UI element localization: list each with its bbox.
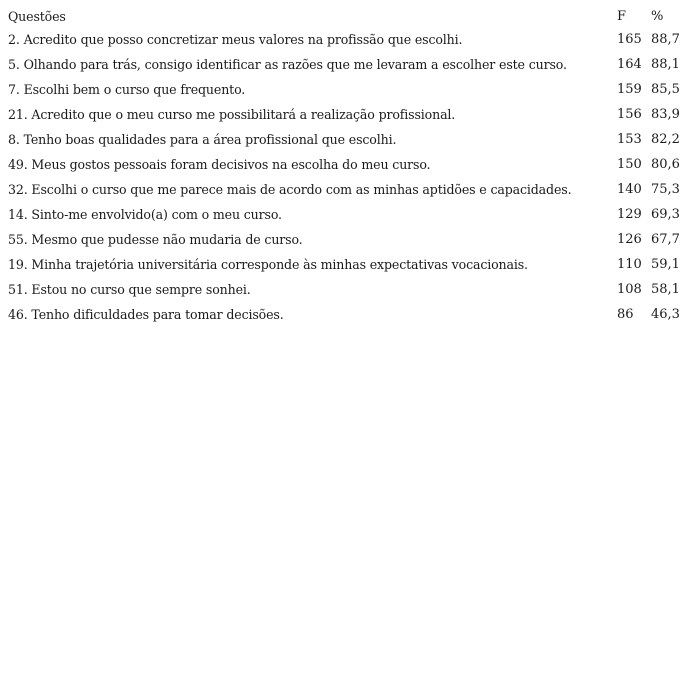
row-question: 5. Olhando para trás, consigo identificar as razões que me levaram a escolher este curso.: [8, 57, 567, 72]
table-row: [0, 52, 691, 77]
row-percent: 59,1: [651, 257, 680, 272]
questions-table: [0, 0, 691, 327]
row-frequency: 156: [617, 107, 642, 122]
row-percent: 80,6: [651, 157, 680, 172]
table-row: [0, 227, 691, 252]
table-header-row: [0, 0, 691, 27]
row-frequency: 140: [617, 182, 642, 197]
table-row: [0, 77, 691, 102]
row-percent: 46,3: [651, 307, 680, 322]
row-frequency: 110: [617, 257, 642, 272]
row-question: 19. Minha trajetória universitária corresponde às minhas expectativas vocacionais.: [8, 257, 528, 272]
table-row: [0, 27, 691, 52]
row-percent: 58,1: [651, 282, 680, 297]
row-frequency: 159: [617, 82, 642, 97]
row-question: 55. Mesmo que pudesse não mudaria de curso.: [8, 232, 303, 247]
row-percent: 88,7: [651, 32, 680, 47]
row-question: 2. Acredito que posso concretizar meus valores na profissão que escolhi.: [8, 32, 463, 47]
table-row: [0, 152, 691, 177]
row-percent: 88,1: [651, 57, 680, 72]
row-question: 51. Estou no curso que sempre sonhei.: [8, 282, 251, 297]
row-percent: 83,9: [651, 107, 680, 122]
row-question: 21. Acredito que o meu curso me possibilitará a realização profissional.: [8, 107, 456, 122]
header-percent: %: [651, 9, 664, 24]
table-row: [0, 202, 691, 227]
row-question: 32. Escolhi o curso que me parece mais de acordo com as minhas aptidões e capacidades.: [8, 182, 572, 197]
table-row: [0, 102, 691, 127]
table-row: [0, 302, 691, 327]
header-question: Questões: [8, 9, 66, 24]
row-frequency: 108: [617, 282, 642, 297]
table-row: [0, 277, 691, 302]
table-row: [0, 127, 691, 152]
row-frequency: 150: [617, 157, 642, 172]
row-question: 7. Escolhi bem o curso que frequento.: [8, 82, 246, 97]
table-row: [0, 177, 691, 202]
row-frequency: 164: [617, 57, 642, 72]
row-frequency: 153: [617, 132, 642, 147]
row-question: 14. Sinto-me envolvido(a) com o meu curso.: [8, 207, 282, 222]
row-percent: 75,3: [651, 182, 680, 197]
row-frequency: 126: [617, 232, 642, 247]
row-percent: 69,3: [651, 207, 680, 222]
row-frequency: 129: [617, 207, 642, 222]
row-percent: 85,5: [651, 82, 680, 97]
row-question: 8. Tenho boas qualidades para a área profissional que escolhi.: [8, 132, 397, 147]
row-question: 49. Meus gostos pessoais foram decisivos na escolha do meu curso.: [8, 157, 431, 172]
table-body: [0, 27, 691, 327]
row-question: 46. Tenho dificuldades para tomar decisões.: [8, 307, 284, 322]
table-row: [0, 252, 691, 277]
row-percent: 82,2: [651, 132, 680, 147]
row-percent: 67,7: [651, 232, 680, 247]
row-frequency: 165: [617, 32, 642, 47]
row-frequency: 86: [617, 307, 634, 322]
header-frequency: F: [617, 9, 627, 24]
